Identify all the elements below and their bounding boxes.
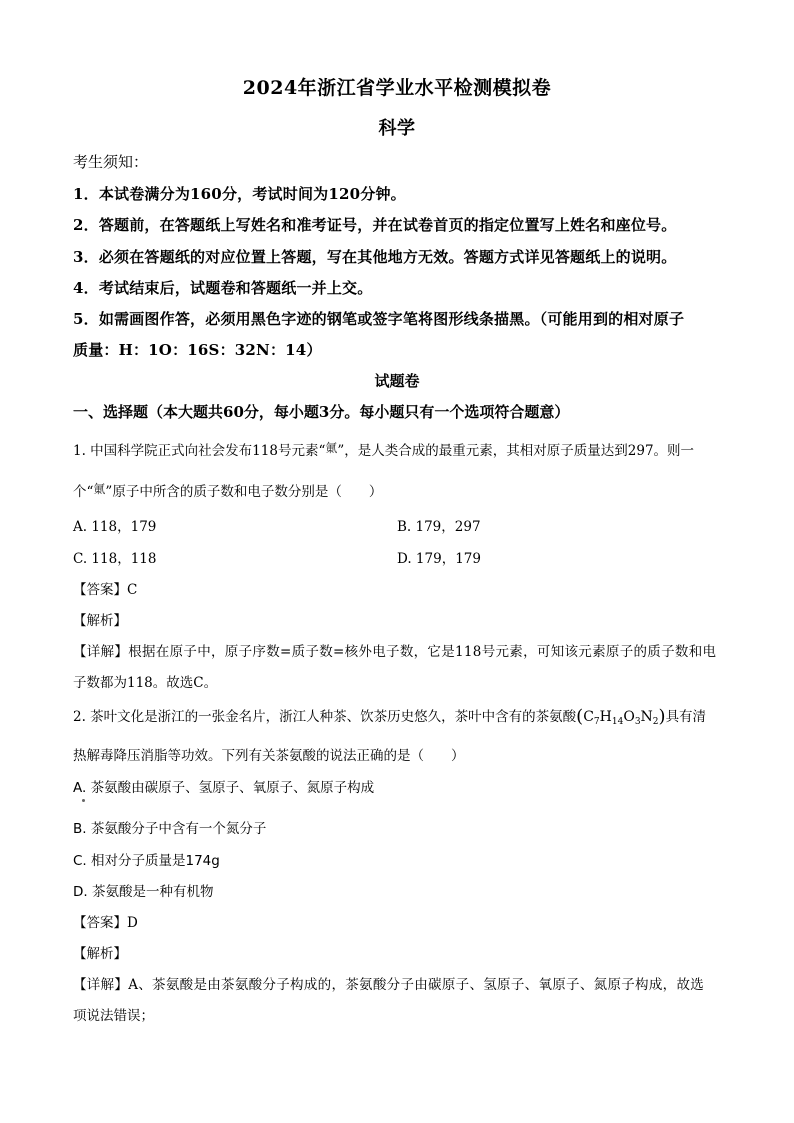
formula-element: H [599,709,612,725]
question-1-detail-cont: 子数都为118。故选C。 [73,675,218,691]
question-2-option-c: C. 相对分子质量是174g [73,853,220,869]
question-1-option-b: B. 179，297 [397,519,481,535]
question-1-text-rest: ”，是人类合成的最重元素，其相对原子质量达到297。则一 [337,443,695,459]
part-heading: 一、选择题（本大题共60分，每小题3分。每小题只有一个选项符合题意） [73,403,570,421]
formula-subscript: 14 [611,717,624,727]
question-1-option-c: C. 118，118 [73,551,157,567]
question-2-detail: 【详解】A、茶氨酸是由茶氨酸分子构成的，茶氨酸分子由碳原子、氢原子、氧原子、氮原子构成，故选 [73,977,705,993]
formula-element: C [583,709,594,725]
question-2-option-b: B. 茶氨酸分子中含有一个氮分子 [73,821,267,837]
notice-item: 4．考试结束后，试题卷和答题纸一并上交。 [73,279,373,297]
question-2-answer: 【答案】D [73,915,138,931]
question-2-text-post: 具有清 [665,709,707,725]
question-1-detail: 【详解】根据在原子中，原子序数=质子数=核外电子数，它是118号元素，可知该元素原子的质子数和电 [73,644,717,660]
question-1-option-a: A. 118，179 [73,519,157,535]
notice-item: 1．本试卷满分为160分，考试时间为120分钟。 [73,185,406,203]
question-2-text: 2. 茶叶文化是浙江的一张金名片，浙江人种茶、饮茶历史悠久，茶叶中含有的茶氨酸 [73,709,577,725]
formula-element: O [623,709,635,725]
question-2-stem-line2: 热解毒降压消脂等功效。下列有关茶氨酸的说法正确的是（ ） [73,748,465,764]
notice-heading: 考生须知： [73,153,149,171]
question-2-analysis: 【解析】 [73,946,127,962]
question-1-text-post: ”原子中所含的质子数和电子数分别是（ ） [105,484,383,500]
question-1-stem [73,439,694,459]
question-1-answer: 【答案】C [73,582,138,598]
question-1-text: 1. 中国科学院正式向社会发布118号元素“ [73,443,326,459]
question-1-text-pre: 个“ [73,484,94,500]
formula-element: N [640,709,653,725]
exam-title: 2024年浙江省学业水平检测模拟卷 [242,77,552,99]
question-2-detail-cont: 项说法错误； [73,1008,154,1024]
section-label: 试题卷 [374,372,420,390]
formula-subscript: 7 [593,717,600,727]
subject-title: 科学 [378,118,416,139]
chemical-formula: $(C_7H_{14}O_3N_2)$ [576,706,666,727]
question-1-option-d: D. 179，179 [397,551,481,567]
element-symbol: 氭 [325,441,338,455]
question-1-stem-line2 [73,480,382,500]
notice-item: 3．必须在答题纸的对应位置上答题，写在其他地方无效。答题方式详见答题纸上的说明。 [73,248,677,266]
element-symbol: 氭 [93,482,106,496]
question-2-stem [73,705,706,727]
question-1-analysis: 【解析】 [73,613,127,629]
formula-subscript: 2 [652,717,659,727]
notice-item: 2．答题前，在答题纸上写姓名和准考证号，并在试卷首页的指定位置写上姓名和座位号。 [73,216,677,234]
stray-dot [82,799,85,802]
notice-item: 5．如需画图作答，必须用黑色字迹的钢笔或签字笔将图形线条描黑。（可能用到的相对原子 [73,310,685,328]
formula-subscript: 3 [634,717,641,727]
question-2-option-d: D. 茶氨酸是一种有机物 [73,884,214,900]
notice-item-continued: 质量：H：1O：16S：32N：14） [73,341,322,359]
question-2-option-a: A. 茶氨酸由碳原子、氢原子、氧原子、氮原子构成 [73,780,375,796]
